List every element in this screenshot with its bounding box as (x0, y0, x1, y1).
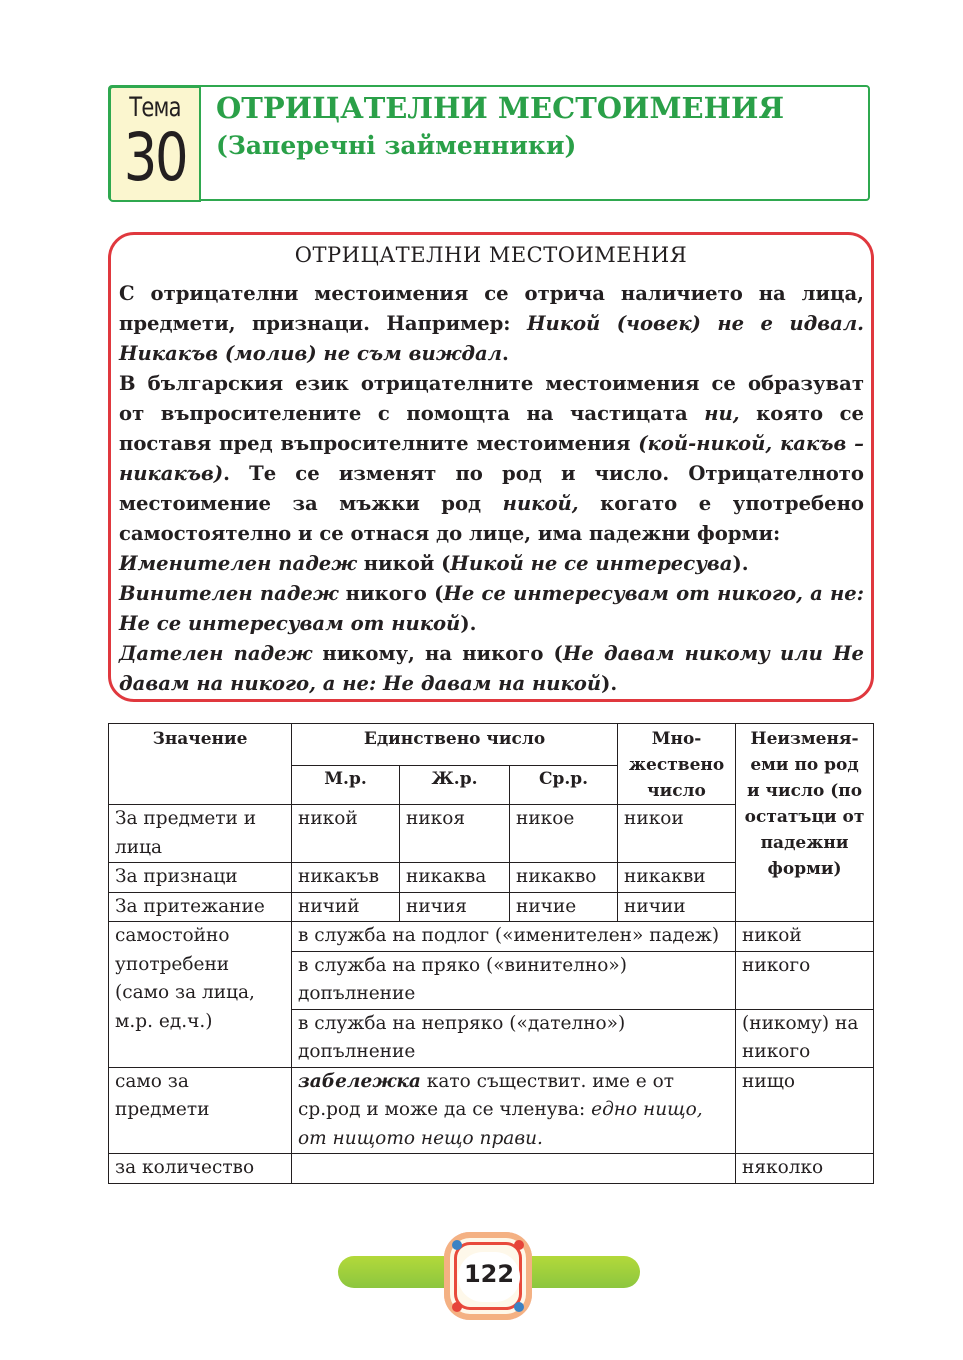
note-word: забележка (298, 1070, 421, 1092)
lesson-title: ОТРИЦАТЕЛНИ МЕСТОИМЕНИЯ (216, 91, 785, 125)
table-row (109, 922, 874, 952)
header-meaning: Значение (109, 724, 292, 805)
cell-form: нищо (736, 1067, 874, 1154)
cell-form: никой (736, 922, 874, 952)
header-feminine: Ж.р. (400, 765, 510, 804)
case-name: Именителен падеж (119, 552, 357, 575)
row-label: За притежание (109, 892, 292, 922)
cell-form: няколко (736, 1154, 874, 1184)
header-masculine: М.р. (292, 765, 400, 804)
rule-paragraph-definition (119, 279, 864, 369)
topic-number-box (109, 86, 201, 202)
cell-plural: никои (618, 805, 736, 863)
rule-paragraph-accusative (119, 579, 864, 639)
cell-feminine: никаква (400, 863, 510, 893)
ornament-dot (514, 1302, 524, 1312)
case-name: Дателен падеж (119, 642, 313, 665)
header-invariable: Неизменя-еми по род и число (по остатъци от падежни форми) (736, 724, 874, 922)
example-span: Никой не се интересува (450, 552, 733, 575)
header-plural: Мно-жествено число (618, 724, 736, 805)
example-span: Не давам никому или Не давам на никого, а не: Не давам на никой (119, 642, 865, 695)
example-span: Не се интересувам от никого, а не: Не се интересувам от никой (119, 582, 864, 635)
text-span: . Те се изменят по род и число. Отрицателното местоимение за мъжки род (119, 462, 864, 515)
table-header-row (109, 724, 874, 766)
note-text: като съществит. име е от ср.род и може да се членува: (298, 1070, 674, 1120)
example-span: ни, (704, 402, 740, 425)
row-label: само за предмети (109, 1067, 292, 1154)
table-row (109, 1067, 874, 1154)
header-neuter: Ср.р. (510, 765, 618, 804)
text-span: никой ( (356, 552, 451, 575)
cell-plural: никакви (618, 863, 736, 893)
cell-description (292, 1067, 736, 1154)
cell-description (292, 1154, 736, 1184)
text-span: В българския език отрицателните местоимения се образуват от въпросителените с помощта на частицата (119, 372, 864, 425)
cell-description: в служба на подлог («именителен» падеж) (292, 922, 736, 952)
rule-paragraph-dative (119, 639, 864, 699)
example-span: Никой (човек) не е идвал. Никакъв (молив) не съм виждал (119, 312, 864, 365)
ornament-dot (514, 1240, 524, 1250)
header-singular: Единствено число (292, 724, 618, 766)
cell-neuter: никакво (510, 863, 618, 893)
cell-description: в служба на пряко («винително») допълнение (292, 951, 736, 1009)
pronoun-table (108, 723, 874, 1184)
cell-masculine: ничий (292, 892, 400, 922)
row-label: За признаци (109, 863, 292, 893)
text-span: ). (601, 672, 618, 695)
text-span: С отрицателни местоимения се отрича наличието на лица, предмети, признаци. Например: (119, 282, 864, 335)
cell-neuter: ничие (510, 892, 618, 922)
row-label: За предмети и лица (109, 805, 292, 863)
rule-paragraph-formation (119, 369, 864, 549)
text-span: ). (732, 552, 749, 575)
text-span: . (501, 342, 509, 365)
text-span: никому, на никого ( (312, 642, 563, 665)
cell-masculine: никой (292, 805, 400, 863)
text-span: когато е употребено самостоятелно и се отнася до лице, има падежни форми: (119, 492, 864, 545)
topic-number: 30 (123, 119, 187, 196)
cell-form: (никому) на никого (736, 1009, 874, 1067)
lesson-header (108, 85, 870, 201)
cell-masculine: никакъв (292, 863, 400, 893)
table-row (109, 1154, 874, 1184)
row-label: за количество (109, 1154, 292, 1184)
ornament-dot (452, 1240, 462, 1250)
cell-neuter: никое (510, 805, 618, 863)
cell-form: никого (736, 951, 874, 1009)
rule-box (108, 232, 874, 702)
rule-text (119, 279, 864, 699)
cell-feminine: никоя (400, 805, 510, 863)
cell-description: в служба на непряко («дателно») допълнение (292, 1009, 736, 1067)
lesson-subtitle: (Заперечні займенники) (216, 131, 577, 160)
rule-heading: ОТРИЦАТЕЛНИ МЕСТОИМЕНИЯ (294, 243, 688, 267)
text-span: ). (460, 612, 477, 635)
example-span: (кой-никой, какъв – никакъв) (119, 432, 864, 485)
text-span: която се поставя пред въпросителните местоимения (119, 402, 864, 455)
row-label: самостойно употребени (само за лица, м.р. ед.ч.) (109, 922, 292, 1068)
text-span: никого ( (338, 582, 444, 605)
page-number: 122 (463, 1260, 515, 1288)
case-name: Винителен падеж (119, 582, 339, 605)
note-example: едно нищо, от нищото нещо прави. (298, 1099, 703, 1149)
ornament-dot (452, 1302, 462, 1312)
example-span: никой, (502, 492, 579, 515)
topic-word: Тема (129, 92, 181, 123)
rule-paragraph-nominative (119, 549, 864, 579)
cell-plural: ничии (618, 892, 736, 922)
cell-feminine: ничия (400, 892, 510, 922)
